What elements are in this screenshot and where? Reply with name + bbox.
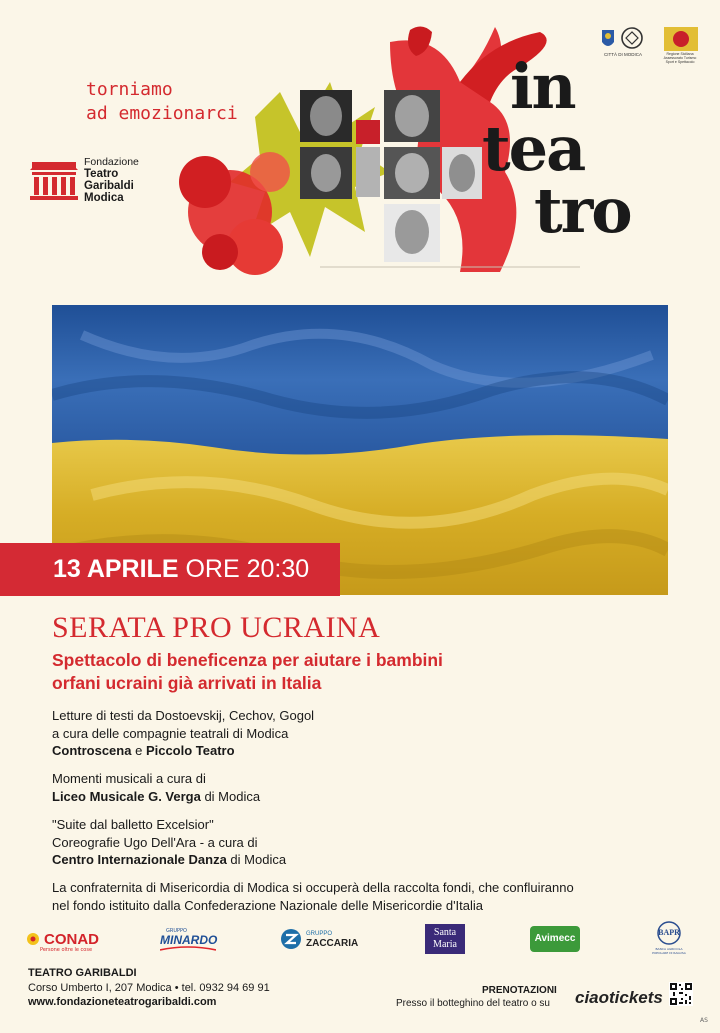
sponsor-bapr [652, 920, 686, 958]
institutional-logos [598, 26, 698, 66]
music-line2 [52, 788, 672, 806]
program-readings [52, 707, 672, 760]
avimecc-name: Avimecc [530, 926, 580, 952]
event-date: 13 APRILE [53, 555, 179, 583]
zaccaria-emblem-icon [280, 928, 302, 950]
event-subtitle-line1: Spettacolo di beneficenza per aiutare i bambini [52, 650, 443, 670]
liceo-name: Liceo Musicale G. Verga [52, 788, 201, 804]
santa-line1: Santa [433, 927, 457, 938]
event-time: ORE 20:30 [185, 555, 310, 583]
booking-title: PRENOTAZIONI [482, 985, 557, 996]
sponsor-avimecc [530, 920, 580, 958]
brand-word-tea: tea [482, 112, 585, 185]
event-subtitle-line2: orfani ucraini già arrivati in Italia [52, 673, 322, 693]
minardo-group: GRUPPO [166, 928, 187, 934]
fondazione-name-line2: Garibaldi [84, 180, 134, 192]
bapr-caption: BANCA AGRICOLA POPOLARE DI RAGUSA [652, 947, 686, 955]
zaccaria-group: GRUPPO [306, 931, 333, 937]
city-caption: CITTÀ DI MODICA [604, 52, 642, 57]
music-location: di Modica [200, 788, 261, 804]
conjunction: e [131, 743, 146, 758]
conad-slogan: Persone oltre le cose [40, 947, 93, 953]
brand-word-tro: tro [534, 174, 631, 247]
designer-mark: AS [700, 1017, 708, 1024]
sponsor-logos [0, 920, 720, 960]
fondazione-label: Fondazione [84, 156, 139, 168]
event-date-banner [0, 543, 340, 596]
santa-line2: Maria [433, 939, 457, 950]
venue-address: Corso Umberto I, 207 Modica • tel. 0932 94 69 91 [28, 981, 270, 994]
zaccaria-name: ZACCARIA [306, 938, 359, 949]
dance-line1: "Suite dal balletto Excelsior" [52, 817, 214, 832]
sponsor-conad [26, 920, 99, 958]
event-subtitle [52, 649, 652, 695]
fondazione-name-line1: Teatro [84, 168, 119, 180]
program-fundraising [52, 879, 672, 914]
readings-line3 [52, 742, 672, 760]
brand-word-in: in [510, 50, 575, 123]
theatre-building-icon [28, 160, 80, 202]
venue-name: TEATRO GARIBALDI [28, 967, 137, 979]
venue-website-link[interactable]: www.fondazioneteatrogaribaldi.com [28, 996, 217, 1008]
company-controscena: Controscena [52, 743, 132, 758]
sponsor-minardo [160, 920, 216, 958]
conad-flower-icon [26, 932, 40, 946]
music-line1: Momenti musicali a cura di [52, 771, 206, 786]
dance-line3 [52, 851, 672, 869]
dance-centre-name: Centro Internazionale Danza [52, 852, 227, 867]
company-piccolo-teatro: Piccolo Teatro [145, 743, 235, 758]
dance-location: di Modica [226, 852, 287, 867]
readings-line2: a cura delle compagnie teatrali di Modica [52, 725, 289, 741]
city-crest-icon [598, 26, 698, 52]
minardo-name: MINARDO [160, 933, 218, 947]
tagline-line-1: torniamo [86, 79, 173, 100]
program-music [52, 770, 672, 805]
fondazione-name [84, 156, 139, 204]
fondazione-name-line3: Modica [84, 192, 124, 204]
region-caption: Regione Siciliana Assessorato Turismo Sport e Spettacolo [663, 52, 697, 64]
tagline-line-2: ad emozionarci [86, 103, 238, 124]
fundraising-line2: nel fondo istituito dalla Confederazione Nazionale delle Misericordie d'Italia [52, 897, 484, 913]
event-title: SERATA PRO UCRAINA [52, 611, 381, 644]
qr-code-icon[interactable] [669, 982, 693, 1006]
venue-info [28, 966, 270, 1010]
program-dance [52, 816, 672, 869]
minardo-swoosh-icon [160, 946, 216, 952]
fundraising-line1: La confraternita di Misericordia di Modica si occuperà della raccolta fondi, che confluiranno [52, 880, 574, 895]
dance-line2: Coreografie Ugo Dell'Ara - a cura di [52, 834, 258, 850]
sponsor-zaccaria [280, 920, 358, 958]
conad-name: CONAD [44, 930, 99, 948]
booking-text: Presso il botteghino del teatro o su [396, 997, 550, 1009]
bapr-name: BAPR [658, 928, 680, 937]
sponsor-santa-maria [425, 920, 465, 958]
readings-line1: Letture di testi da Dostoevskij, Cechov, Gogol [52, 708, 315, 723]
ciaotickets-link[interactable]: ciaotickets [575, 988, 663, 1007]
